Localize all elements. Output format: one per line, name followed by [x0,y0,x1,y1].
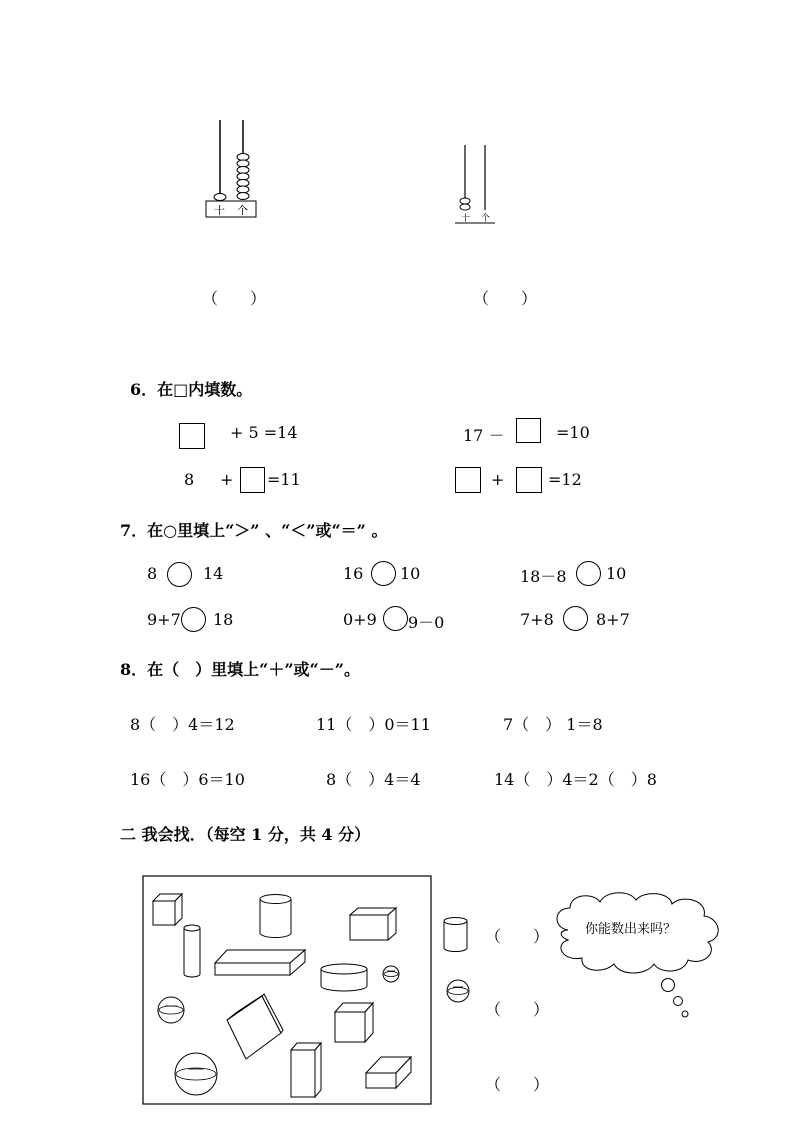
q6-row2-left-text-b: + [220,470,234,489]
q6-row2-left-text-c: =11 [267,470,301,489]
q6-row2-right-text-b: + [491,470,505,489]
abacus-left-ones-label: 个 [237,204,248,217]
q8-item-5[interactable]: 8（ ）4＝4 [326,770,421,789]
q8-item-3[interactable]: 7（ ） 1＝8 [503,715,603,734]
q8-item-2[interactable]: 11（ ）0＝11 [316,715,431,734]
q8-item-6[interactable]: 14（ ）4＝2（ ）8 [494,770,657,789]
q7-item-1-left: 8 [147,564,158,583]
q6-row1-right-text-b: =10 [556,423,590,442]
q7-title: 7．在○里填上“＞” 、“＜”或“＝” 。 [120,521,388,540]
answer-sphere-count[interactable]: （ ） [485,1000,550,1019]
section2-title: 二 我会找．（每空 1 分，共 4 分） [120,825,371,844]
q7-item-6-right: 8+7 [596,610,630,629]
abacus-left-tens-label: 十 [214,204,225,217]
thought-cloud [548,890,728,1025]
q7-item-2-right: 10 [400,564,421,583]
abacus-right-answer[interactable]: （ ） [473,289,538,308]
cloud-text: 你能数出来吗？ [585,922,677,937]
q6-row1-right-text-a: 17 － [463,426,505,445]
q6-row1-left-text: + 5 =14 [230,423,298,442]
q8-item-4[interactable]: 16（ ）6＝10 [130,770,245,789]
q6-row2-left-text-a: 8 [184,470,195,489]
q8-item-1[interactable]: 8（ ）4＝12 [130,715,235,734]
q7-item-5-left: 0+9 [343,610,377,629]
q8-title: 8．在（ ）里填上“＋”或“－”。 [120,660,360,679]
q7-item-4-right: 18 [213,610,234,629]
abacus-right-ones-label: 个 [481,214,491,224]
answer-third-count[interactable]: （ ） [485,1075,550,1094]
q7-item-4-left: 9+7 [147,610,181,629]
q7-item-5-right: 9－0 [408,613,445,632]
sphere-icon [445,978,473,1006]
q7-item-2-left: 16 [343,564,364,583]
answer-cylinder-count[interactable]: （ ） [485,927,550,946]
q7-item-3-left: 18－8 [520,567,567,586]
abacus-right-tens-label: 十 [461,214,471,224]
q7-item-3-right: 10 [606,564,627,583]
q7-item-1-right: 14 [203,564,224,583]
q6-row2-right-text-c: =12 [548,470,582,489]
cylinder-icon [440,916,472,954]
q7-item-6-left: 7+8 [520,610,554,629]
abacus-left-answer[interactable]: （ ） [202,289,267,308]
q6-title: 6．在□内填数。 [130,380,253,399]
